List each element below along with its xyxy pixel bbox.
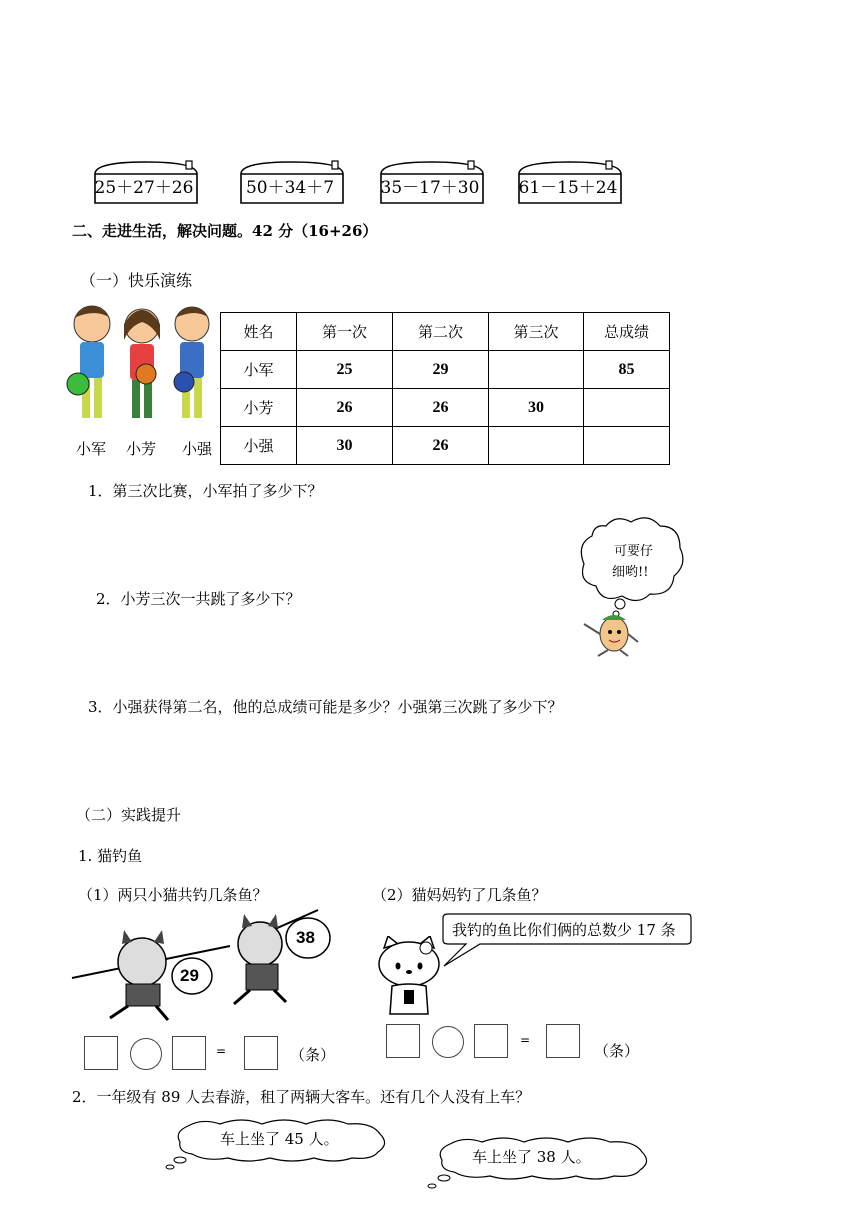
table-header-cell: 第一次 <box>297 313 393 351</box>
expression-house-3 <box>378 160 486 204</box>
expression-text: 35－17＋30 <box>380 178 480 198</box>
table-cell[interactable] <box>489 427 584 465</box>
question-2: 2．小芳三次一共跳了多少下？ <box>96 590 301 608</box>
part-title: （二）实践提升 <box>76 806 182 824</box>
cloud-bubble <box>420 1136 652 1192</box>
table-cell: 29 <box>393 351 489 389</box>
reminder-character <box>576 514 688 660</box>
sub-question-b: （2）猫妈妈钓了几条鱼？ <box>372 886 547 904</box>
expression-text: 50＋34＋7 <box>245 178 335 198</box>
speech-text: 我钓的鱼比你们俩的总数少 17 条 <box>452 921 676 939</box>
kitty-speech-bubble <box>440 912 692 968</box>
answer-box[interactable] <box>386 1024 420 1058</box>
thought-bubble-icon <box>576 514 688 660</box>
answer-box[interactable] <box>474 1024 508 1058</box>
section-title: 二、走进生活，解决问题。42 分（16+26） <box>72 222 378 240</box>
table-cell[interactable] <box>584 427 670 465</box>
table-cell: 25 <box>297 351 393 389</box>
expression-text: 25＋27＋26 <box>94 178 194 198</box>
part-title: （一）快乐演练 <box>80 271 193 290</box>
question-2-bus: 2．一年级有 89 人去春游，租了两辆大客车。还有几个人没有上车？ <box>72 1088 531 1106</box>
fish-bag-label: 29 <box>180 966 199 985</box>
expression-house-1 <box>92 160 200 204</box>
equals-sign: = <box>520 1033 531 1047</box>
cloud-bubble <box>158 1118 390 1174</box>
kitty-icon <box>374 936 444 1018</box>
table-cell: 26 <box>297 389 393 427</box>
table-cell[interactable] <box>489 351 584 389</box>
cloud-text: 车上坐了 45 人。 <box>220 1130 339 1148</box>
unit-label: （条） <box>594 1042 640 1060</box>
table-cell: 30 <box>297 427 393 465</box>
equals-sign: = <box>216 1044 227 1058</box>
table-cell: 85 <box>584 351 670 389</box>
kids-illustration <box>66 296 214 461</box>
answer-box[interactable] <box>84 1036 118 1070</box>
table-header-cell: 总成绩 <box>584 313 670 351</box>
table-cell: 30 <box>489 389 584 427</box>
expression-house-4 <box>516 160 624 204</box>
answer-box[interactable] <box>244 1036 278 1070</box>
question-title: 1. 猫钓鱼 <box>78 847 143 865</box>
answer-box[interactable] <box>172 1036 206 1070</box>
answer-box[interactable] <box>546 1024 580 1058</box>
question-1: 1．第三次比赛，小军拍了多少下？ <box>88 482 323 500</box>
cloud-text: 车上坐了 38 人。 <box>472 1148 591 1166</box>
table-row <box>221 427 670 465</box>
question-3: 3．小强获得第二名，他的总成绩可能是多少？小强第三次跳了多少下？ <box>88 698 563 716</box>
table-row <box>221 351 670 389</box>
unit-label: （条） <box>290 1046 336 1064</box>
kids-ball-icon <box>66 296 214 431</box>
score-table <box>220 312 670 465</box>
table-row <box>221 389 670 427</box>
kid-name-label: 小芳 <box>126 440 157 458</box>
table-header-row <box>221 313 670 351</box>
table-header-cell: 姓名 <box>221 313 297 351</box>
bubble-text-line: 可要仔 <box>614 544 654 559</box>
kid-name-label: 小强 <box>182 440 213 458</box>
table-cell: 26 <box>393 389 489 427</box>
kid-name-label: 小军 <box>76 440 107 458</box>
expression-house-2 <box>238 160 346 204</box>
bubble-text-line: 细哟!! <box>612 565 649 580</box>
table-header-cell: 第三次 <box>489 313 584 351</box>
table-cell: 小军 <box>221 351 297 389</box>
operator-circle[interactable] <box>432 1026 464 1058</box>
table-header-cell: 第二次 <box>393 313 489 351</box>
kittens-illustration <box>70 900 350 1024</box>
sub-question-a: （1）两只小猫共钓几条鱼？ <box>78 886 268 904</box>
table-cell: 小芳 <box>221 389 297 427</box>
table-cell: 26 <box>393 427 489 465</box>
table-cell: 小强 <box>221 427 297 465</box>
expression-text: 61－15＋24 <box>518 178 618 198</box>
fish-bag-label: 38 <box>296 928 315 947</box>
table-cell[interactable] <box>584 389 670 427</box>
operator-circle[interactable] <box>130 1038 162 1070</box>
kittens-icon <box>70 900 350 1024</box>
kitty-illustration <box>374 936 444 1018</box>
